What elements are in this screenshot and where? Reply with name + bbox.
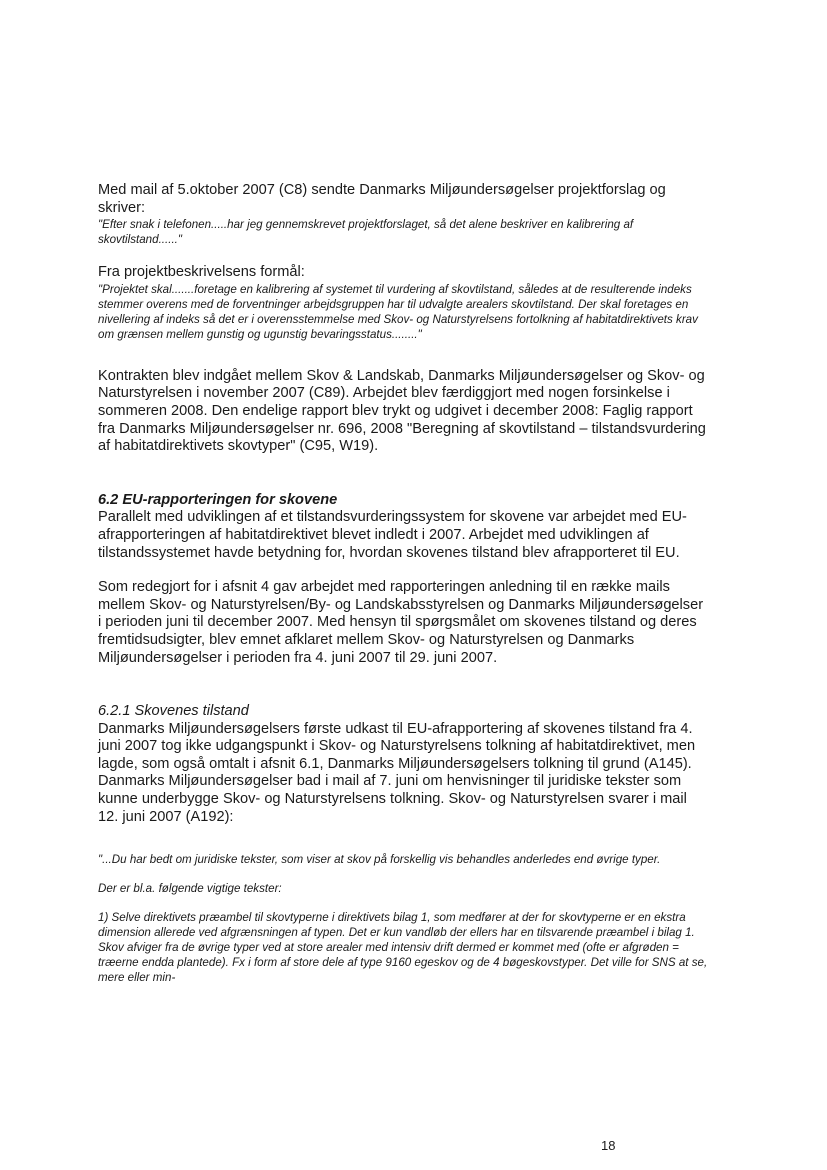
document-page [98, 182, 710, 985]
quote-project-purpose: "Projektet skal.......foretage en kalibrering af systemet til vurdering af skovtilstand, således at de resulterende indeks stemmer overens med de forventninger arbejdsgruppen har til udvalgte arealers skovtilstand. Der skal foretages en nivellering af indeks så det er i overensstemmelse med Skov- og Naturstyrelsens fortolkning af habitatdirektivets krav om grænsen mellem gunstig og ugunstig bevaringsstatus........" [98, 282, 698, 341]
paragraph-purpose: Fra projektbeskrivelsens formål: [98, 264, 305, 281]
quote-legal-texts: "...Du har bedt om juridiske tekster, som viser at skov på forskellig vis behandles anderledes end øvrige typer. [98, 853, 661, 867]
paragraph-forest-state: Danmarks Miljøundersøgelsers første udkast til EU-afrapportering af skovenes tilstand fra 4. juni 2007 tog ikke udgangspunkt i Skov- og Naturstyrelsens tolkning af habitatdirektivet, men lagde, som også omtalt i afsnit 6.1, Danmarks Miljøundersøgelsers tolkning til grund (A145). Danmarks Miljøundersøgelser bad i mail af 7. juni om henvisninger til juridiske tekster som kunne underbygge Skov- og Naturstyrelsens tolkning. Skov- og Naturstyrelsen svarer i mail 12. juni 2007 (A192): [98, 720, 696, 825]
paragraph-contract: Kontrakten blev indgået mellem Skov & Landskab, Danmarks Miljøundersøgelser og Skov- og Naturstyrelsen i november 2007 (C89). Arbejdet blev færdiggjort med nogen forsinkelse i sommeren 2008. Den endelige rapport blev trykt og udgivet i december 2008: Faglig rapport fra Danmarks Miljøundersøgelser nr. 696, 2008 "Beregning af skovtilstand – tilstandsvurdering af habitatdirektivets skovtyper" (C95, W19). [98, 367, 706, 455]
section-heading-6-2: 6.2 EU-rapporteringen for skovene [98, 491, 338, 508]
section-heading-6-2-1: 6.2.1 Skovenes tilstand [98, 703, 249, 720]
paragraph-intro: Med mail af 5.oktober 2007 (C8) sendte Danmarks Miljøundersøgelser projektforslag og skriver: [98, 182, 666, 216]
paragraph-correspondence: Som redegjort for i afsnit 4 gav arbejdet med rapporteringen anledning til en række mails mellem Skov- og Naturstyrelsen/By- og Landskabsstyrelsen og Danmarks Miljøundersøgelser i perioden juni til december 2007. Med hensyn til spørgsmålet om skovenes tilstand og deres fremtidsudsigter, blev emnet afklaret mellem Skov- og Naturstyrelsen og Danmarks Miljøundersøgelser i perioden fra 4. juni 2007 til 29. juni 2007. [98, 579, 704, 666]
quote-preamble: 1) Selve direktivets præambel til skovtyperne i direktivets bilag 1, som medfører at der for skovtyperne er en ekstra dimension allerede ved afgrænsningen af typen. Det er kun vandløb der ellers har en tilsvarende præambel i bilag 1. Skov afviger fra de øvrige typer ved at store arealer med intensiv drift dermed er kommet med (ofte er afgrøden = træerne endda plantede). Fx i form af store dele af type 9160 egeskov og de 4 bøgeskovstyper. Det ville for SNS at se, mere eller min- [98, 911, 708, 985]
quote-email-1: "Efter snak i telefonen.....har jeg gennemskrevet projektforslaget, så det alene beskriver en kalibrering af skovtilstand......" [98, 218, 634, 247]
quote-important-texts: Der er bl.a. følgende vigtige tekster: [98, 882, 282, 896]
page-number: 18 [601, 1138, 616, 1153]
paragraph-eu-reporting: Parallelt med udviklingen af et tilstandsvurderingssystem for skovene var arbejdet med EU-afrapporteringen af habitatdirektivet blevet indledt i 2007. Arbejdet med udviklingen af tilstandssystemet havde betydning for, hvordan skovenes tilstand blev afrapporteret til EU. [98, 509, 687, 561]
